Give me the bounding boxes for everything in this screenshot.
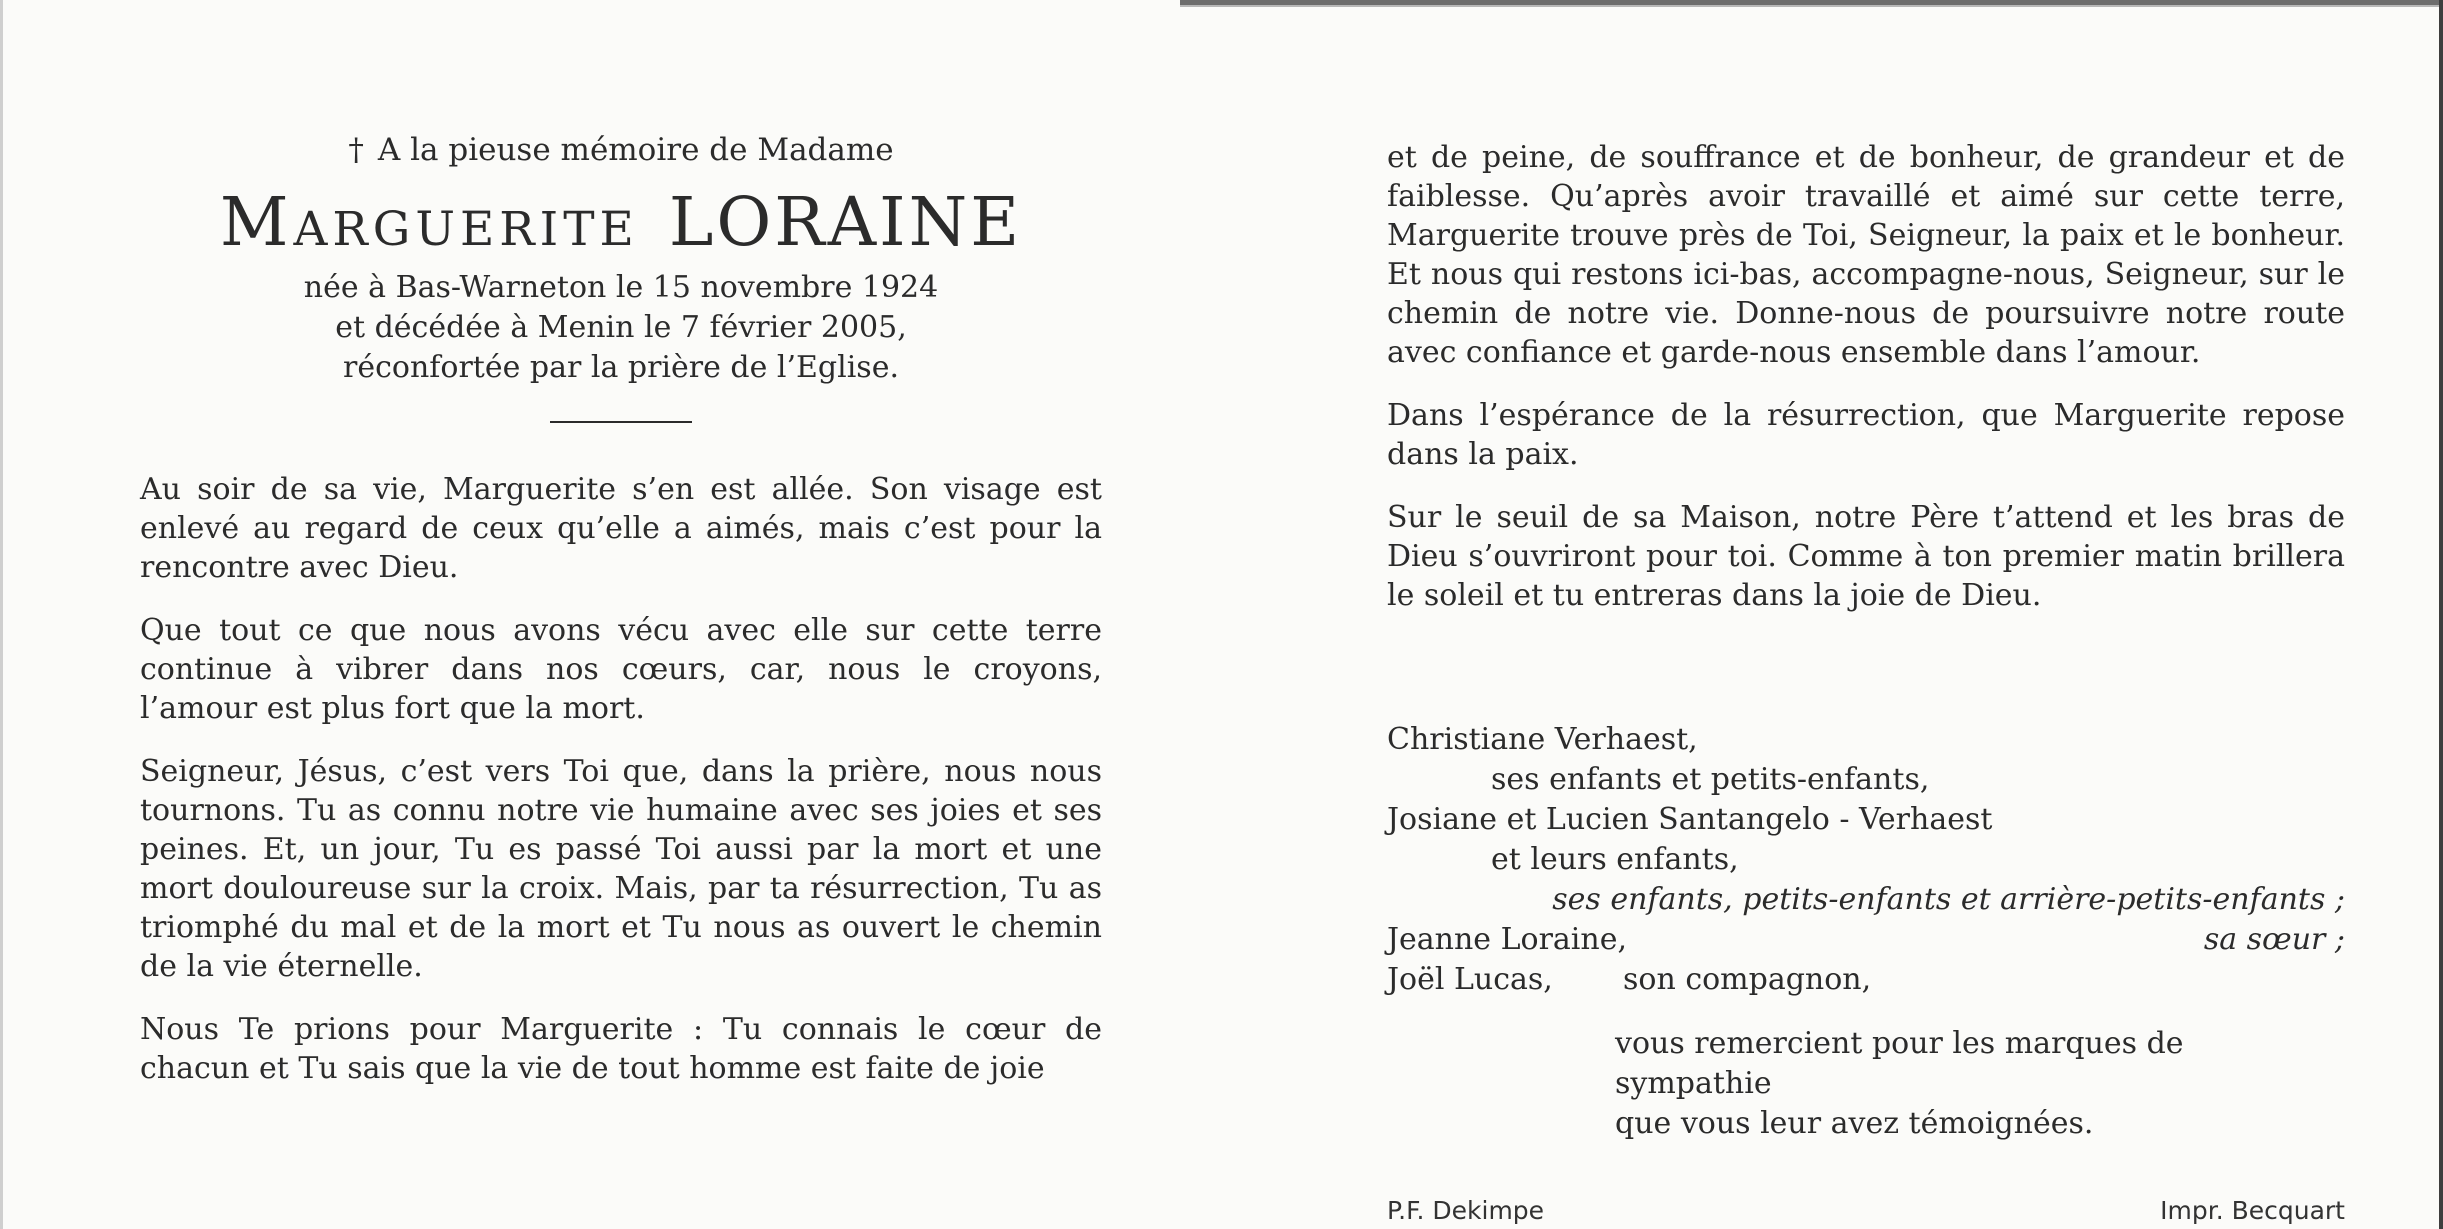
thanks-line-2: que vous leur avez témoignées.: [1615, 1106, 2094, 1141]
paragraph: Au soir de sa vie, Marguerite s’en est allée. Son visage est enlevé au regard de ceux qu’elle a aimés, mais c’est pour la rencontre avec Dieu.: [140, 472, 1102, 585]
top-edge-shadow: [1180, 5, 2443, 7]
left-text: [140, 470, 1102, 1112]
memorial-intro: [140, 130, 1102, 170]
separator-rule: [550, 421, 692, 423]
relation-children: ses enfants, petits-enfants et arrière-petits-enfants ;: [1552, 882, 2345, 917]
family-christiane-children: ses enfants et petits-enfants,: [1491, 762, 1930, 797]
right-column: [1387, 138, 2345, 639]
death-line: et décédée à Menin le 7 février 2005,: [335, 310, 907, 345]
last-name: LORAINE: [668, 183, 1023, 261]
family-josiane: Josiane et Lucien Santangelo - Verhaest: [1387, 802, 1993, 837]
paragraph: Sur le seuil de sa Maison, notre Père t’attend et les bras de Dieu s’ouvriront pour toi. Comme à ton premier matin brillera le soleil et tu entreras dans la joie de Dieu.: [1387, 500, 2345, 613]
paragraph: Seigneur, Jésus, c’est vers Toi que, dans la prière, nous nous tournons. Tu as connu notre vie humaine avec ses joies et ses peines. Et, un jour, Tu es passé Toi aussi par la mort et une mort douloureuse sur la croix. Mais, par ta résurrection, Tu as triomphé du mal et de la mort et Tu nous as ouvert le chemin de la vie éternelle.: [140, 754, 1102, 984]
comfort-line: réconfortée par la prière de l’Eglise.: [343, 350, 899, 385]
paragraph: et de peine, de souffrance et de bonheur, de grandeur et de faiblesse. Qu’après avoir travaillé et aimé sur cette terre, Marguerite trouve près de Toi, Seigneur, la paix et le bonheur. Et nous qui restons ici-bas, accompagne-nous, Seigneur, sur le chemin de notre vie. Donne-nous de poursuivre notre route avec confiance et garde-nous ensemble dans l’amour.: [1387, 140, 2345, 370]
funeral-home-credit: P.F. Dekimpe: [1387, 1196, 1545, 1225]
dates-block: [140, 268, 1102, 388]
deceased-name: [140, 182, 1102, 262]
right-edge: [2439, 0, 2443, 1229]
paragraph: Nous Te prions pour Marguerite : Tu connais le cœur de chacun et Tu sais que la vie de tout homme est faite de joie: [140, 1012, 1102, 1086]
birth-line: née à Bas-Warneton le 15 novembre 1924: [303, 270, 939, 305]
first-name: Marguerite: [219, 183, 639, 261]
cross-icon: †: [348, 132, 364, 168]
family-christiane: Christiane Verhaest,: [1387, 722, 1698, 757]
printer-credit: Impr. Becquart: [2160, 1196, 2345, 1225]
thanks-block: [1615, 1024, 2345, 1144]
thanks-line-1: vous remercient pour les marques de sympathie: [1615, 1026, 2184, 1101]
intro-text: A la pieuse mémoire de Madame: [377, 132, 894, 168]
family-josiane-children: et leurs enfants,: [1491, 842, 1739, 877]
paragraph: Dans l’espérance de la résurrection, que Marguerite repose dans la paix.: [1387, 398, 2345, 472]
relation-companion: son compagnon,: [1623, 962, 1872, 997]
paragraph: Que tout ce que nous avons vécu avec elle sur cette terre continue à vibrer dans nos cœurs, car, nous le croyons, l’amour est plus fort que la mort.: [140, 613, 1102, 726]
family-joel: Joël Lucas,: [1387, 962, 1553, 997]
relation-sister: sa sœur ;: [2203, 922, 2345, 957]
left-edge: [0, 0, 3, 1229]
family-jeanne: Jeanne Loraine,: [1387, 922, 1628, 957]
